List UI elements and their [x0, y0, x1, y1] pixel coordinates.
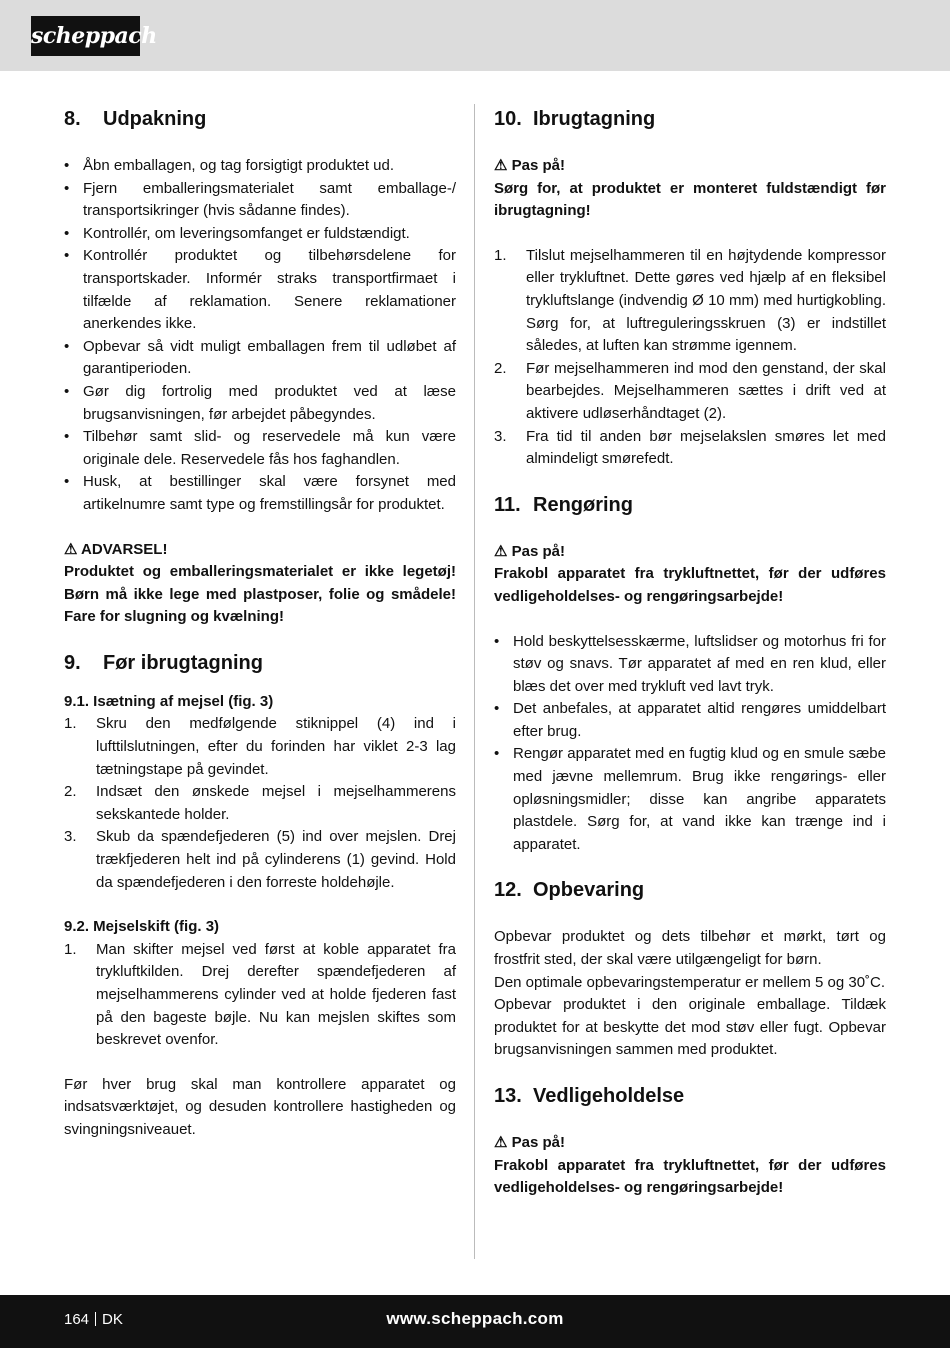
list-item: 3. Skub da spændefjederen (5) ind over mejslen. Drej trækfjederen helt ind på cylinderens (1) gevind. Hold da spændefjederen i den forreste holdehøjle. [64, 828, 456, 891]
list-item: 1. Tilslut mejselhammeren til en højtydende kompressor eller trykluftnet. Dette gøres ved hjælp af en fleksibel trykluftslange (indvendig Ø 10 mm) med hurtigkobling. Sørg for, at luftreguleringsskruen (3) er indstillet således, at luften kan strømme igennem. [494, 246, 886, 355]
list-item: 1. Man skifter mejsel ved først at koble apparatet fra trykluftkilden. Drej derefter spændefjederen af mejselhammerens cylinder ved at holde fjederen fast på den bageste bøjle. Nu kan mejslen skiftes som beskrevet ovenfor. [64, 940, 456, 1049]
section-8-heading [64, 105, 456, 133]
list-item: 2. Før mejselhammeren ind mod den genstand, der skal bearbejdes. Mejselhammeren sættes i drift ved at aktivere udløserhåndtaget (2). [494, 359, 886, 422]
section-title: Før ibrugtagning [103, 651, 263, 674]
list-item: • Det anbefales, at apparatet altid rengøres umiddelbart efter brug. [494, 698, 886, 743]
list-item: • Fjern emballeringsmaterialet samt emballage-/ transportsikringer (hvis sådanne findes). [64, 178, 456, 223]
left-column [64, 105, 456, 1142]
section-title: Vedligeholdelse [533, 1085, 685, 1107]
section-title: Rengøring [533, 493, 633, 516]
storage-paragraph: Den optimale opbevaringstemperatur er mellem 5 og 30˚C. [494, 973, 886, 991]
list-item: 2. Indsæt den ønskede mejsel i mejselhammerens sekskantede holder. [64, 783, 456, 823]
closing-paragraph: Før hver brug skal man kontrollere apparatet og indsatsværktøjet, og desuden kontrollere hastigheden og svingningsniveauet. [64, 1075, 456, 1138]
cleaning-list [494, 631, 886, 857]
unpacking-list [64, 155, 456, 517]
warning-title: ⚠ Pas på! [494, 157, 565, 174]
list-item: • Kontrollér produktet og tilbehørsdelene for transportskader. Informér straks transportfirmaet i tilfælde af reklamation. Senere reklamationer anerkendes ikke. [64, 245, 456, 335]
section-title: Ibrugtagning [533, 108, 656, 130]
column-divider [474, 104, 475, 1259]
warning-text: Frakobl apparatet fra trykluftnettet, før der udføres vedligeholdelses- og rengøringsarbejde! [494, 1156, 886, 1197]
storage-paragraph: Opbevar produktet i den originale emballage. Tildæk produktet for at beskytte det mod støv eller fugt. Opbevar brugsanvisningen sammen med produktet. [494, 996, 886, 1059]
footer-bar [0, 1295, 950, 1348]
language-code: DK [102, 1311, 123, 1328]
right-column [494, 105, 886, 1200]
list-item: • Kontrollér, om leveringsomfanget er fuldstændigt. [64, 223, 456, 246]
section-10-heading [494, 105, 886, 133]
commissioning-steps [494, 245, 886, 471]
section-11-heading [494, 491, 886, 519]
warning-title: ⚠ Pas på! [494, 542, 565, 560]
section-number: 8. [64, 108, 81, 130]
section-9-heading [64, 649, 456, 677]
warning-title: ⚠ ADVARSEL! [64, 540, 168, 558]
list-item: • Gør dig fortrolig med produktet ved at læse brugsanvisningen, før arbejdet påbegyndes. [64, 381, 456, 426]
section-number: 12. [494, 879, 522, 902]
section-number: 13. [494, 1085, 522, 1107]
section-title: Udpakning [103, 108, 207, 130]
warning-title: ⚠ Pas på! [494, 1134, 565, 1151]
header-bar [0, 0, 950, 71]
scheppach-logo: scheppach [31, 16, 140, 56]
storage-paragraph: Opbevar produktet og dets tilbehør et mørkt, tørt og frostfrit sted, der skal være utilgængeligt for børn. [494, 928, 886, 969]
section-12-heading [494, 876, 886, 904]
website-link[interactable]: www.scheppach.com [386, 1309, 564, 1328]
change-chisel-steps [64, 939, 456, 1052]
list-item: 1. Skru den medfølgende stiknippel (4) ind i lufttilslutningen, efter du forinden har viklet 2-3 lag tætningstape på gevindet. [64, 715, 456, 778]
list-item: 3. Fra tid til anden bør mejselakslen smøres let med almindeligt smørefedt. [494, 427, 886, 468]
section-13-heading [494, 1082, 886, 1110]
list-item: • Husk, at bestillinger skal være forsynet med artikelnumre samt type og fremstillingsår for produktet. [64, 471, 456, 516]
section-title: Opbevaring [533, 879, 645, 902]
page-number: 164 [64, 1311, 90, 1328]
list-item: • Hold beskyttelsesskærme, luftslidser og motorhus fri for støv og snavs. Tør apparatet af med en ren klud, eller blæs det over med trykluft ved lavt tryk. [494, 631, 886, 699]
list-item: • Rengør apparatet med en fugtig klud og en smule sæbe med jævne mellemrum. Brug ikke rengørings- eller opløsningsmidler; disse kan angribe apparatets plastdele. Sørg for, at vand ikke kan trænge ind i apparatet. [494, 743, 886, 856]
insert-chisel-steps [64, 713, 456, 894]
section-number: 11. [494, 493, 521, 516]
warning-text: Sørg for, at produktet er monteret fuldstændigt før ibrugtagning! [494, 179, 886, 220]
list-item: • Åbn emballagen, og tag forsigtigt produktet ud. [64, 155, 456, 178]
subsection-title: 9.2. Mejselskift (fig. 3) [64, 918, 220, 936]
warning-text: Produktet og emballeringsmaterialet er ikke legetøj! Børn må ikke lege med plastposer, folie og smådele! Fare for slugning og kvælning! [64, 563, 456, 626]
section-number: 9. [64, 651, 81, 674]
warning-text: Frakobl apparatet fra trykluftnettet, før der udføres vedligeholdelses- og rengøringsarbejde! [494, 565, 886, 605]
subsection-title: 9.1. Isætning af mejsel (fig. 3) [64, 692, 274, 710]
section-number: 10. [494, 108, 522, 130]
list-item: • Tilbehør samt slid- og reservedele må kun være originale dele. Reservedele fås hos faghandlen. [64, 426, 456, 471]
list-item: • Opbevar så vidt muligt emballagen frem til udløbet af garantiperioden. [64, 336, 456, 381]
